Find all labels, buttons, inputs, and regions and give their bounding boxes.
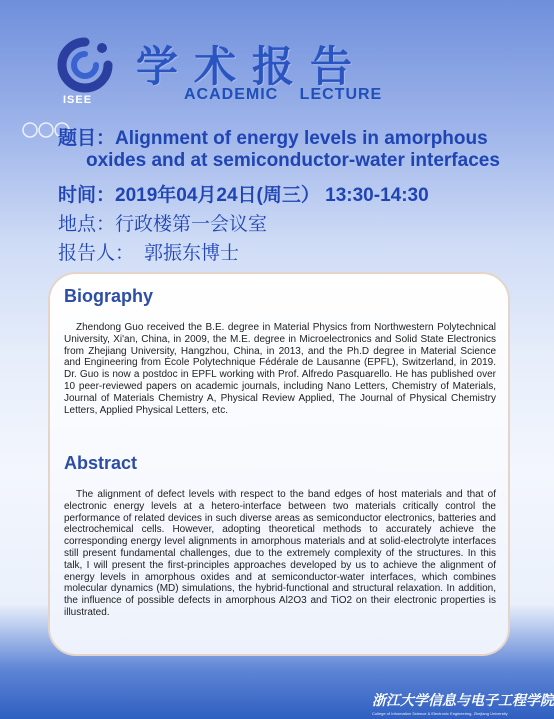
- topic-line2: oxides and at semiconductor-water interfaces: [86, 150, 500, 171]
- place-line: [58, 209, 267, 236]
- place-value: 行政楼第一会议室: [115, 214, 268, 235]
- speaker-label: 报告人：: [58, 243, 135, 264]
- footer-title: [372, 690, 554, 710]
- isee-logo-icon: [56, 36, 114, 98]
- time-line: [58, 180, 429, 207]
- speaker-value: 郭振东博士: [144, 243, 240, 264]
- footer-logo: [372, 690, 554, 716]
- speaker-line: [58, 238, 239, 265]
- university-name: 浙江大学: [372, 692, 428, 708]
- logo-text: ISEE: [63, 94, 93, 106]
- topic-label: 题目：: [58, 128, 116, 149]
- page-title-cn: 学术报告: [136, 42, 369, 91]
- page-title-en: ACADEMIC LECTURE: [184, 86, 383, 103]
- biography-text: Zhendong Guo received the B.E. degree in Material Physics from Northwestern Polytechnical University, Xi'an, China, in 2009, the M.E. degree in Microelectronics and Solid State Electronics from Zhejiang University, Hangzhou, China, in 2013, and the Ph.D degree in Material Science and Engineering from École Polytechnique Fédérale de Lausanne (EPFL), Switzerland, in 2019. Dr. Guo is now a postdoc in EPFL working with Prof. Alfredo Pasquarello. He has published over 10 peer-reviewed papers on academic journals, including Nano Letters, Chemistry of Materials, Journal of Materials Chemistry A, Physical Review Applied, The Journal of Physical Chemistry Letters, Applied Physical Letters, etc.: [64, 322, 496, 416]
- biography-heading: Biography: [64, 286, 154, 306]
- place-label: 地点：: [58, 214, 116, 235]
- college-name: 信息与电子工程学院: [428, 692, 554, 708]
- topic-line: [58, 126, 488, 151]
- time-value: 2019年04月24日(周三） 13:30-14:30: [115, 185, 429, 206]
- abstract-heading: Abstract: [64, 453, 138, 473]
- topic-line1: Alignment of energy levels in amorphous: [115, 128, 488, 149]
- college-name-en: College of Information Science & Electronic Engineering, Zhejiang University: [372, 711, 508, 716]
- time-label: 时间：: [58, 185, 116, 206]
- abstract-text: The alignment of defect levels with respect to the band edges of host materials and that of electronic energy levels at a hetero-interface between two materials critically control the performance of related devices in such diverse areas as semiconductor electronics, batteries and electrochemical cells. However, adopting theoretical methods to accurately achieve the corresponding energy level alignments in amorphous materials and at solid-electrolyte interfaces still present fundamental challenges, due to the extremely complexity of the structures. In this talk, I will present the first-principles approaches developed by us to achieve the alignment of energy levels in amorphous oxides and at semiconductor-water interfaces, which combines molecular dynamics (MD) simulations, the hybrid-functional and structural relaxation. In addition, the influence of possible defects in amorphous Al2O3 and TiO2 on their electronic properties is illustrated.: [64, 489, 496, 618]
